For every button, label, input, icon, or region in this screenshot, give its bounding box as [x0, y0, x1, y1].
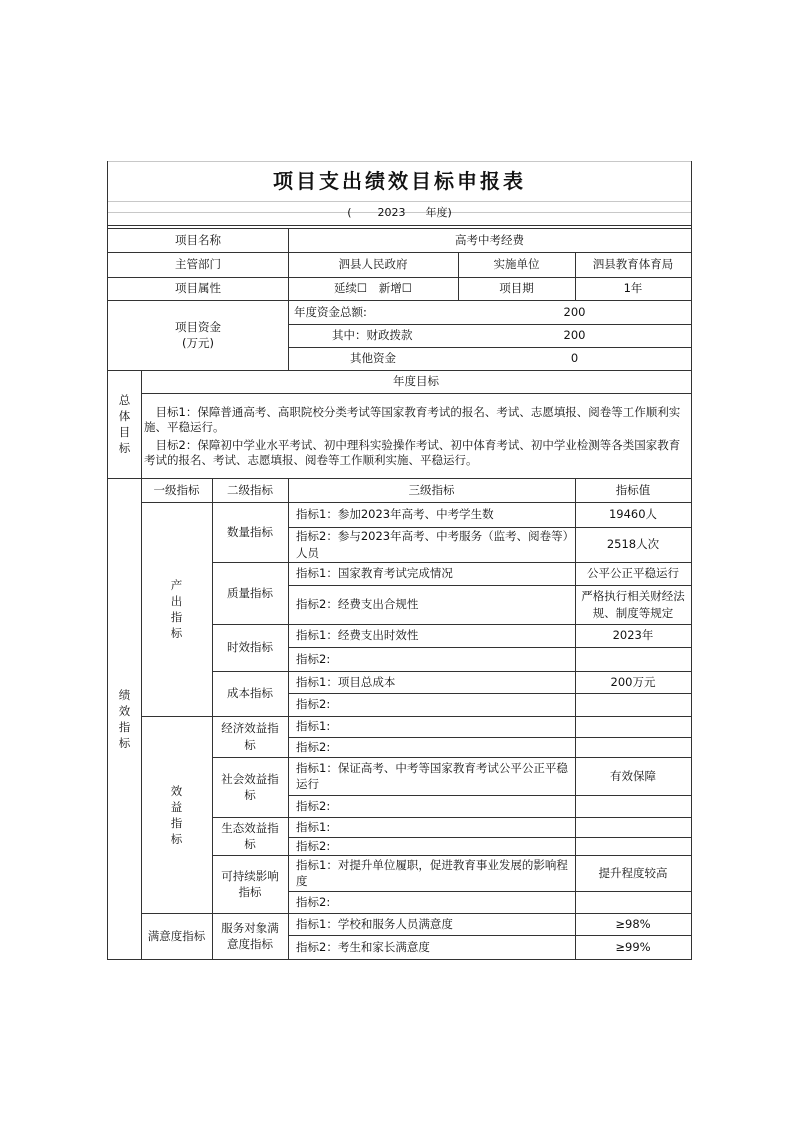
- quantity-value-2: 2518人次: [606, 537, 660, 552]
- overall-char-3: 目: [118, 425, 131, 439]
- quality-item-1: 指标1：国家教育考试完成情况: [296, 566, 453, 581]
- year-open: (: [347, 206, 352, 220]
- output-char-1: 产: [170, 578, 183, 592]
- satisfaction-sub-label: 服务对象满意度指标: [221, 920, 279, 951]
- funds-total-label: 年度资金总额:: [294, 304, 367, 319]
- timeliness-value-2: [575, 647, 691, 671]
- sustainable-item-1: 指标1：对提升单位履职，促进教育事业发展的影响程度: [296, 857, 568, 888]
- perf-char-1: 绩: [118, 687, 131, 702]
- attribute-value: 延续☐ 新增☐: [333, 281, 413, 296]
- sustainable-value-2: [575, 891, 691, 913]
- quality-value-1: 公平公正平稳运行: [587, 566, 679, 581]
- cost-item-2: 指标2:: [296, 697, 331, 712]
- funds-label: [108, 300, 288, 370]
- annual-goal-header: 年度目标: [393, 374, 439, 389]
- quantity-label: 数量指标: [227, 524, 273, 539]
- output-char-2: 出: [170, 594, 183, 608]
- economic-value-2: [575, 737, 691, 757]
- social-item-1: 指标1：保证高考、中考等国家教育考试公平公正平稳运行: [296, 760, 568, 791]
- satisfaction-item-2: 指标2：考生和家长满意度: [296, 939, 430, 954]
- funds-total-value: 200: [563, 304, 586, 319]
- ecological-value-2: [575, 837, 691, 855]
- period-value: 1年: [623, 281, 643, 296]
- impl-unit-value: 泗县教育体育局: [592, 257, 674, 272]
- benefit-char-3: 指: [170, 815, 183, 830]
- sustainable-value-1: 提升程度较高: [598, 865, 668, 880]
- output-indicator-label: [141, 502, 212, 716]
- sustainable-item-2: 指标2:: [296, 894, 331, 909]
- header-value: 指标值: [615, 482, 651, 497]
- goal-1: 目标1：保障普通高考、高职院校分类考试等国家教育考试的报名、考试、志愿填报、阅卷等工作顺利实施、平稳运行。: [144, 405, 681, 434]
- form-title: 项目支出绩效目标申报表: [273, 169, 526, 193]
- social-label: 社会效益指标: [221, 771, 279, 802]
- quality-item-2: 指标2：经费支出合规性: [296, 597, 419, 612]
- quality-value-2: 严格执行相关财经法规、制度等规定: [581, 589, 685, 620]
- ecological-value-1: [575, 817, 691, 837]
- perf-char-3: 指: [118, 719, 131, 734]
- header-level3: 三级指标: [408, 482, 455, 497]
- timeliness-item-1: 指标1：经费支出时效性: [296, 628, 419, 643]
- performance-form: [107, 161, 692, 960]
- perf-char-2: 效: [118, 703, 131, 718]
- ecological-item-1: 指标1:: [296, 819, 331, 834]
- cost-label: 成本指标: [227, 686, 273, 701]
- attribute-label: 项目属性: [175, 281, 221, 296]
- economic-item-2: 指标2:: [296, 739, 331, 754]
- quality-label: 质量指标: [227, 585, 273, 600]
- benefit-char-2: 益: [170, 799, 183, 814]
- department-label: 主管部门: [175, 257, 221, 272]
- funds-unit: (万元): [182, 336, 214, 350]
- output-char-3: 指: [170, 610, 183, 624]
- quantity-item-2: 指标2：参与2023年高考、中考服务（监考、阅卷等）人员: [296, 529, 569, 560]
- overall-goal-label: [108, 370, 141, 478]
- funds-other-value: 0: [570, 351, 579, 366]
- funds-fiscal-label: 其中：财政拨款: [332, 328, 413, 343]
- quantity-value-1: 19460人: [608, 507, 658, 522]
- year-value: 2023: [377, 206, 406, 220]
- funds-other-label: 其他资金: [350, 351, 396, 366]
- benefit-indicator-label: [141, 716, 212, 913]
- satisfaction-value-1: ≥98%: [615, 916, 651, 931]
- funds-fiscal-value: 200: [563, 328, 586, 343]
- satisfaction-label: 满意度指标: [147, 928, 206, 943]
- social-item-2: 指标2:: [296, 798, 331, 813]
- timeliness-item-2: 指标2:: [296, 651, 331, 666]
- year-line: [108, 201, 691, 225]
- project-name-label: 项目名称: [175, 232, 221, 247]
- economic-item-1: 指标1:: [296, 719, 331, 734]
- social-value-1: 有效保障: [610, 768, 656, 783]
- funds-label-text: 项目资金: [175, 320, 221, 334]
- economic-value-1: [575, 716, 691, 737]
- social-value-2: [575, 795, 691, 817]
- quantity-item-1: 指标1：参加2023年高考、中考学生数: [296, 507, 494, 522]
- economic-label: 经济效益指标: [221, 721, 279, 752]
- perf-char-4: 标: [118, 735, 131, 750]
- header-level2: 二级指标: [227, 482, 273, 497]
- header-level1: 一级指标: [153, 482, 200, 497]
- satisfaction-value-2: ≥99%: [615, 939, 651, 954]
- timeliness-value-1: 2023年: [612, 628, 654, 643]
- overall-char-4: 标: [118, 441, 131, 455]
- ecological-item-2: 指标2:: [296, 838, 331, 853]
- period-label: 项目期: [499, 281, 534, 296]
- cost-value-2: [575, 693, 691, 716]
- impl-unit-label: 实施单位: [493, 257, 540, 272]
- ecological-label: 生态效益指标: [221, 820, 279, 851]
- year-suffix: 年度): [425, 206, 452, 220]
- overall-char-2: 体: [118, 409, 131, 423]
- benefit-char-1: 效: [170, 783, 183, 798]
- output-char-4: 标: [170, 626, 183, 640]
- project-name-value: 高考中考经费: [455, 232, 524, 247]
- department-value: 泗县人民政府: [338, 257, 408, 272]
- satisfaction-item-1: 指标1：学校和服务人员满意度: [296, 916, 453, 931]
- cost-item-1: 指标1：项目总成本: [296, 674, 396, 689]
- benefit-char-4: 标: [170, 831, 183, 846]
- performance-label: [108, 478, 141, 959]
- timeliness-label: 时效指标: [227, 640, 273, 655]
- overall-char-1: 总: [118, 393, 131, 407]
- sustainable-label: 可持续影响指标: [221, 868, 279, 899]
- cost-value-1: 200万元: [610, 674, 656, 689]
- goal-2: 目标2：保障初中学业水平考试、初中理科实验操作考试、初中体育考试、初中学业检测等各类国家教育考试的报名、考试、志愿填报、阅卷等工作顺利实施、平稳运行。: [144, 438, 681, 467]
